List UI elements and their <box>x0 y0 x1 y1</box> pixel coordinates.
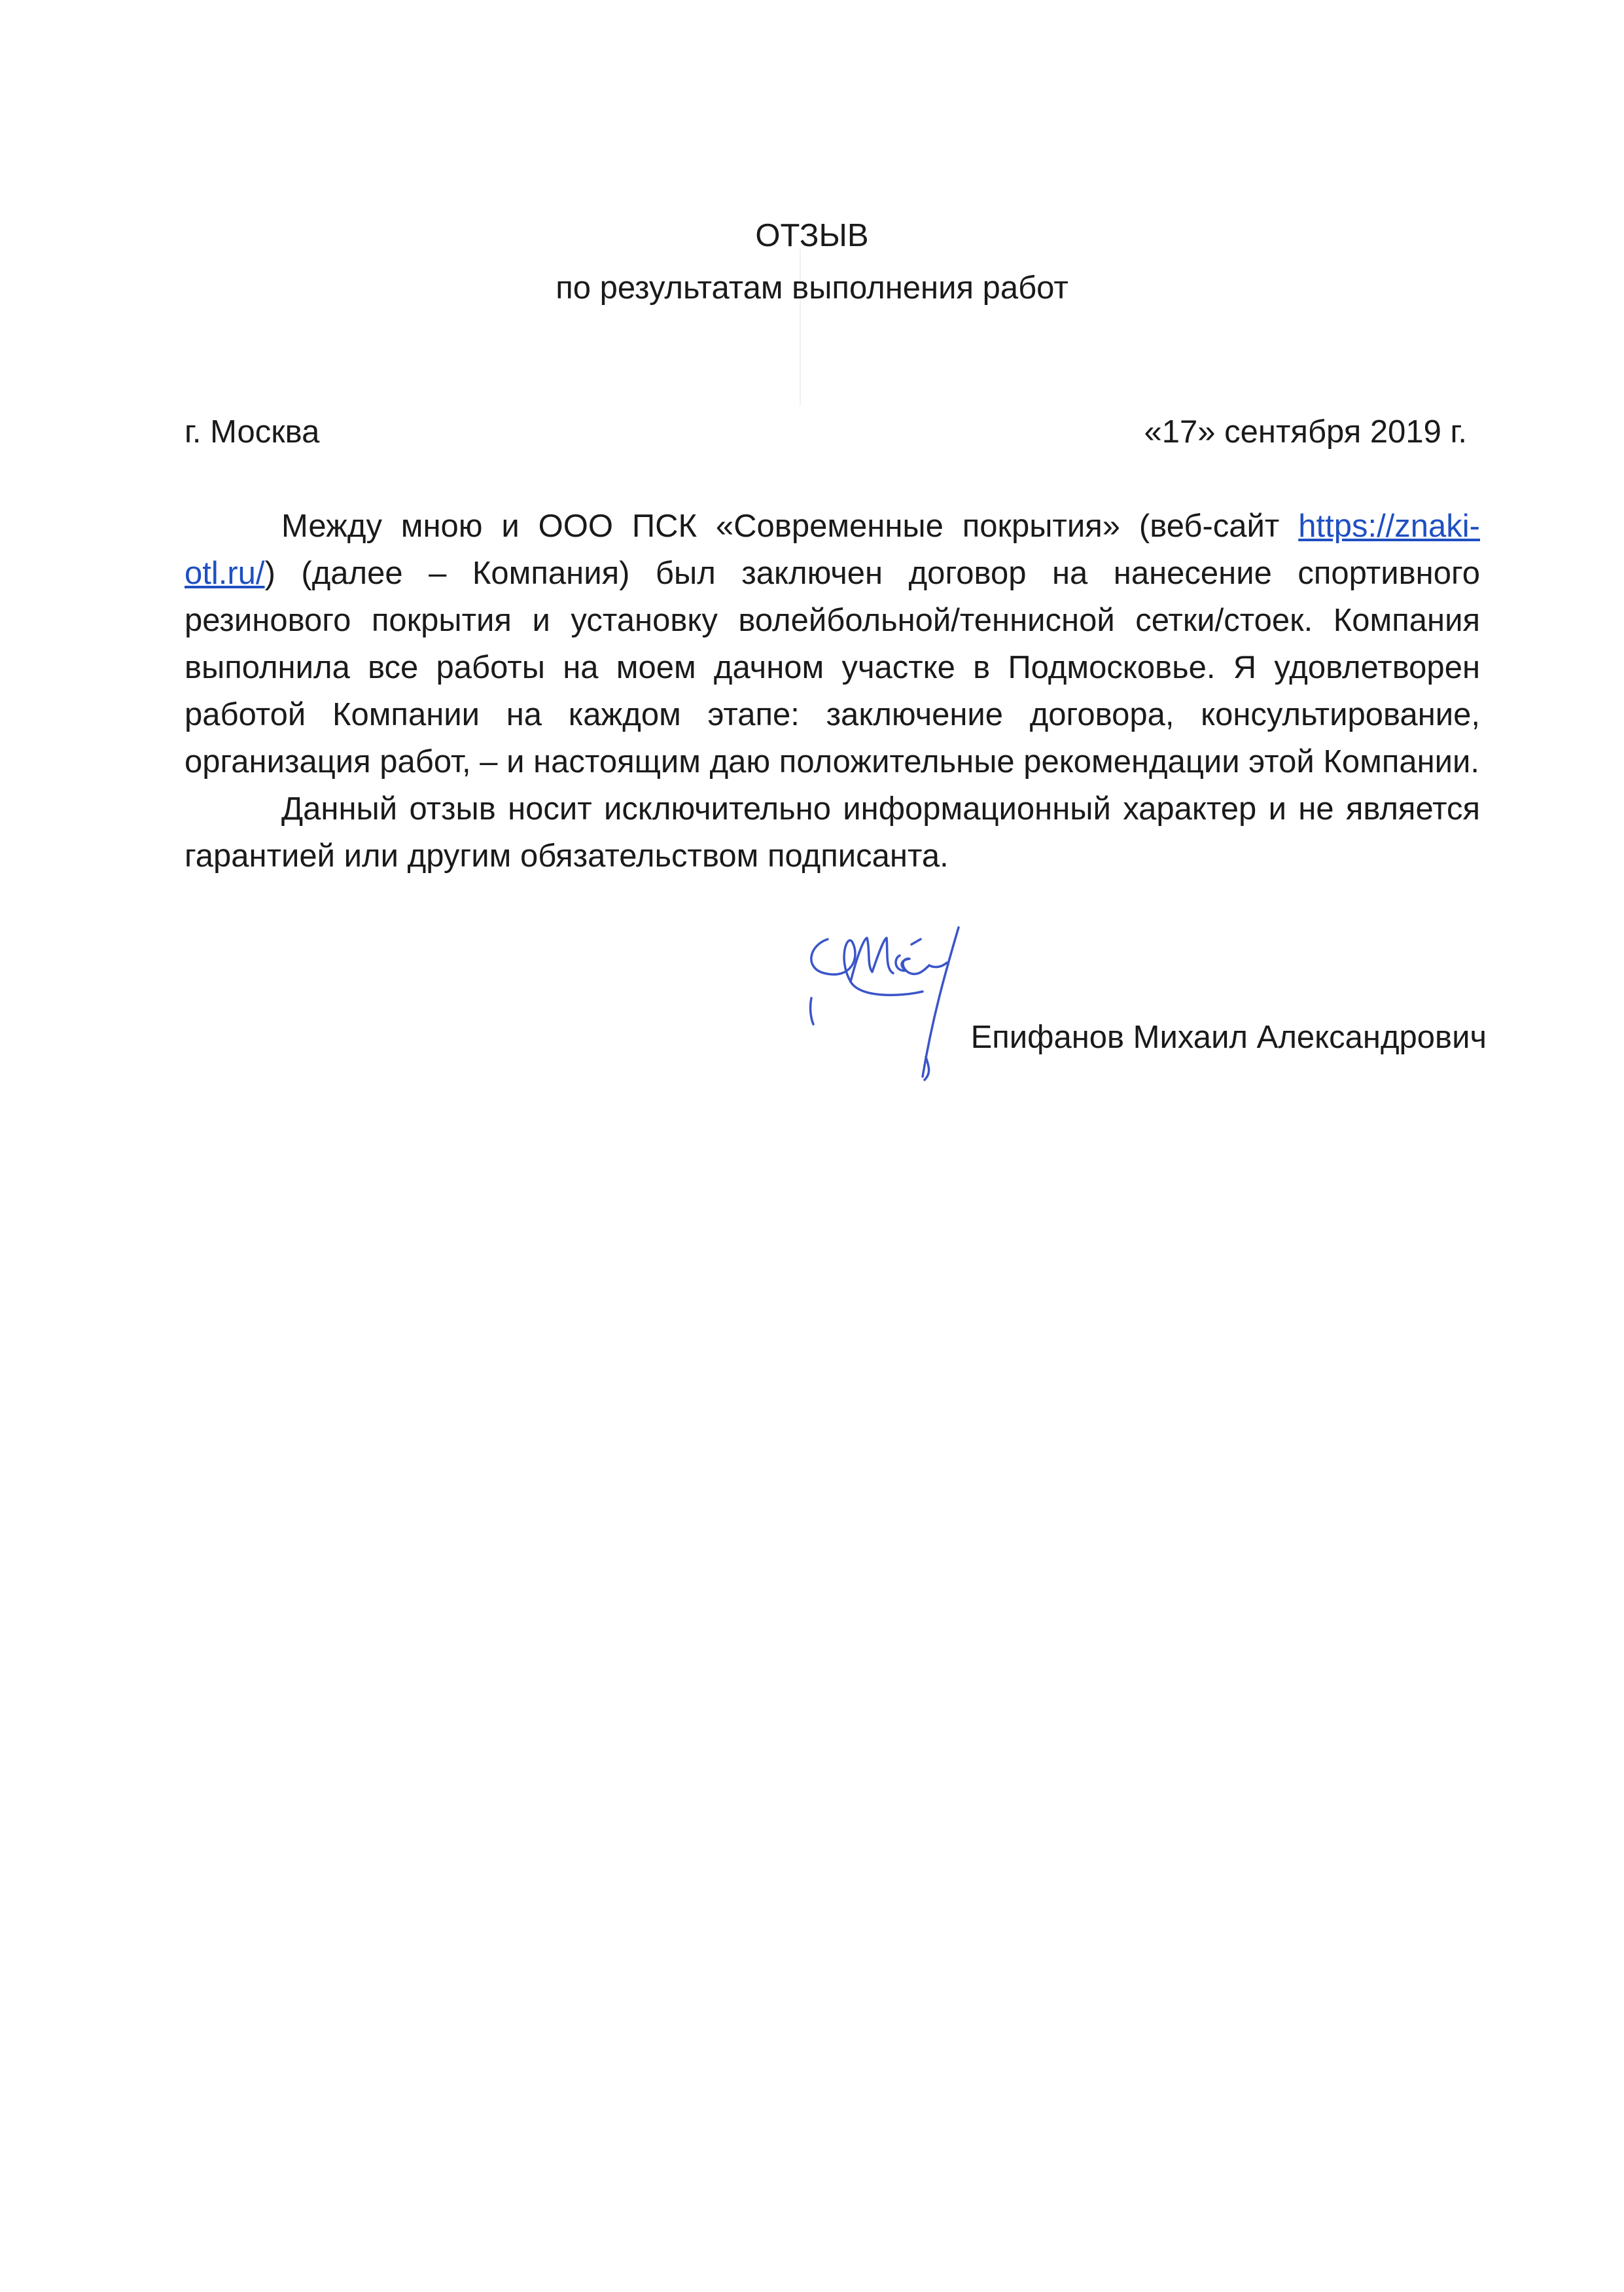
paragraph-2: Данный отзыв носит исключительно информационный характер и не является гарантией или другим обязательством подписанта. <box>185 791 1480 874</box>
document-body <box>185 503 1480 880</box>
signer-name: Епифанов Михаил Александрович <box>970 1020 1487 1055</box>
paragraph-1-start: Между мною и ООО ПСК «Современные покрытия» (веб-сайт <box>281 509 1299 544</box>
document-city: г. Москва <box>185 414 320 450</box>
document-date: «17» сентября 2019 г. <box>1144 414 1467 450</box>
handwritten-signature-icon <box>802 920 1011 1083</box>
document-subtitle: по результатам выполнения работ <box>556 270 1068 306</box>
paragraph-1-rest: ) (далее – Компания) был заключен договор на нанесение спортивного резинового покрытия и установку волейбольной/теннисной сетки/стоек. Компания выполнила все работы на моем дачном участке в Подмосковье. Я удовлетворен работой Компании на каждом этапе: заключение договора, консультирование, организация работ, – и настоящим даю положительные рекомендации этой Компании. <box>185 556 1480 779</box>
document-title: ОТЗЫВ <box>755 218 869 253</box>
website-link[interactable]: https://znaki-otl.ru/ <box>185 509 1480 591</box>
paragraph-1 <box>185 503 1480 785</box>
